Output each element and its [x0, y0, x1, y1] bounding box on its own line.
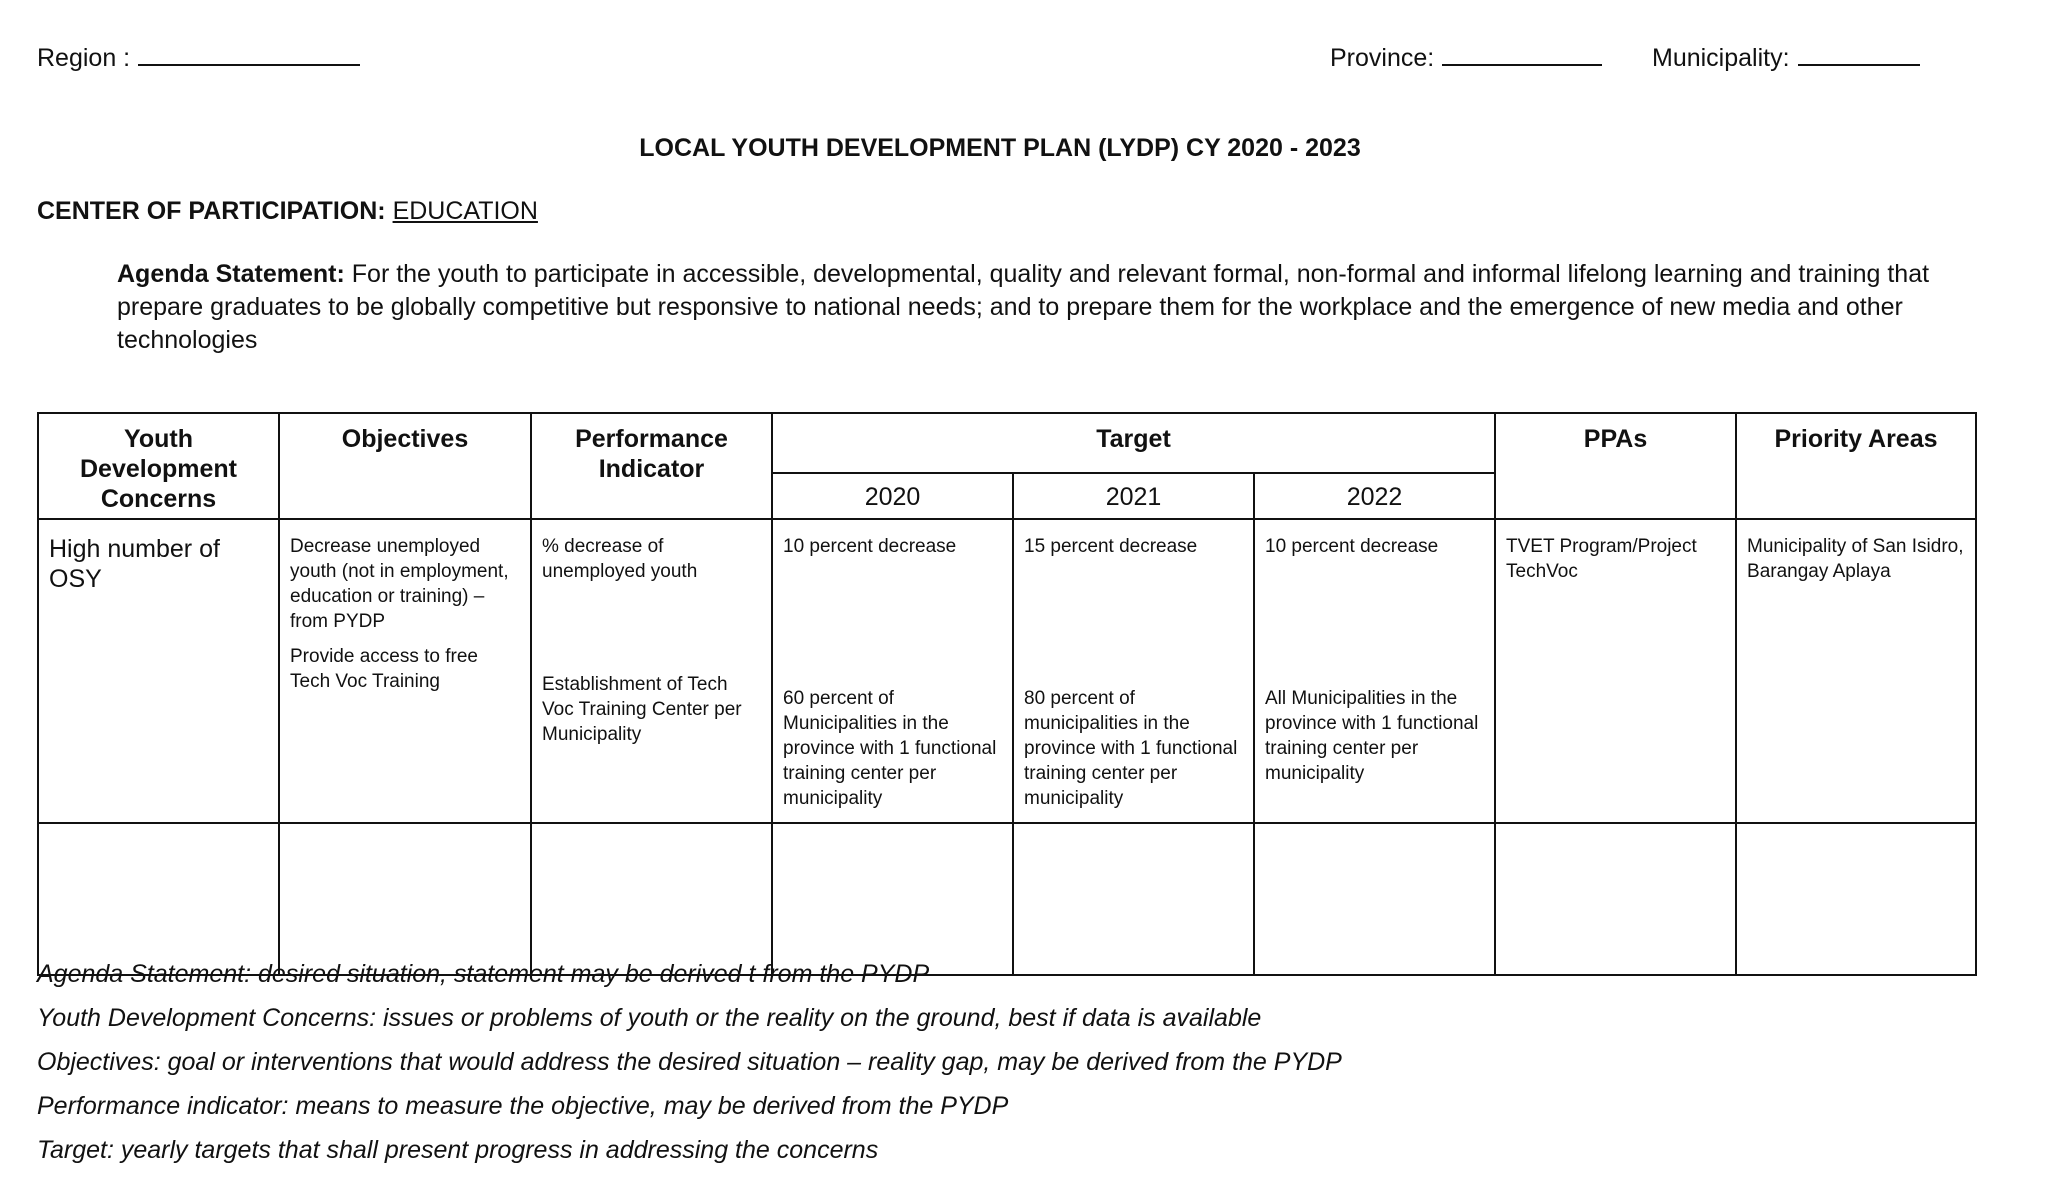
col-header-indicator: Performance Indicator [531, 413, 772, 519]
concern-text: High number of OSY [49, 535, 220, 593]
province-label: Province: [1330, 44, 1435, 72]
col-header-2020: 2020 [772, 473, 1013, 519]
region-label: Region : [37, 44, 131, 72]
center-of-participation [37, 197, 538, 226]
agenda-statement [117, 258, 1997, 357]
indicator-1: % decrease of unemployed youth [542, 536, 698, 582]
note-indicator: Performance indicator: means to measure the objective, may be derived from the PYDP [37, 1092, 1009, 1120]
note-target: Target: yearly targets that shall present progress in addressing the concerns [37, 1136, 879, 1164]
objective-1: Decrease unemployed youth (not in employment, education or training) – from PYDP [290, 536, 509, 632]
col-header-2022: 2022 [1254, 473, 1495, 519]
cell-indicator [531, 519, 772, 823]
region-field [37, 44, 360, 73]
empty-cell[interactable] [38, 823, 279, 975]
document-title: LOCAL YOUTH DEVELOPMENT PLAN (LYDP) CY 2020 - 2023 [639, 134, 1361, 162]
col-header-objectives: Objectives [279, 413, 531, 519]
municipality-field [1652, 44, 1920, 73]
agenda-label: Agenda Statement: [117, 260, 345, 288]
target-2020-2: 60 percent of Municipalities in the province with 1 functional training center per municipality [783, 688, 997, 809]
note-agenda: Agenda Statement: desired situation, statement may be derived t from the PYDP [37, 960, 930, 988]
cop-label: CENTER OF PARTICIPATION: [37, 197, 386, 225]
col-header-target: Target [772, 413, 1495, 473]
empty-cell[interactable] [1736, 823, 1976, 975]
col-header-2021: 2021 [1013, 473, 1254, 519]
target-2022-2: All Municipalities in the province with 1 functional training center per municipality [1265, 688, 1479, 784]
ppas-text: TVET Program/Project TechVoc [1506, 536, 1697, 582]
cell-target-2021 [1013, 519, 1254, 823]
table-row [38, 519, 1976, 823]
objective-2: Provide access to free Tech Voc Training [290, 646, 478, 692]
target-2022-1: 10 percent decrease [1265, 536, 1439, 557]
note-concerns: Youth Development Concerns: issues or problems of youth or the reality on the ground, best if data is available [37, 1004, 1262, 1032]
empty-cell[interactable] [772, 823, 1013, 975]
lydp-table [37, 412, 1977, 976]
agenda-text: For the youth to participate in accessible, developmental, quality and relevant formal, non-formal and informal lifelong learning and training that prepare graduates to be globally competitive but responsive to national needs; and to prepare them for the workplace and the emergence of new media and other technologies [117, 260, 1930, 354]
municipality-label: Municipality: [1652, 44, 1790, 72]
col-header-ppas: PPAs [1495, 413, 1736, 519]
empty-cell[interactable] [279, 823, 531, 975]
empty-cell[interactable] [1495, 823, 1736, 975]
target-2021-2: 80 percent of municipalities in the province with 1 functional training center per municipality [1024, 688, 1238, 809]
col-header-priority: Priority Areas [1736, 413, 1976, 519]
cell-objectives [279, 519, 531, 823]
region-blank[interactable] [138, 46, 360, 66]
cell-concern [38, 519, 279, 823]
province-field [1330, 44, 1602, 73]
target-2020-1: 10 percent decrease [783, 536, 957, 557]
empty-cell[interactable] [531, 823, 772, 975]
province-blank[interactable] [1442, 46, 1602, 66]
cell-target-2022 [1254, 519, 1495, 823]
municipality-blank[interactable] [1798, 46, 1920, 66]
cell-ppas [1495, 519, 1736, 823]
col-header-concerns: Youth Development Concerns [38, 413, 279, 519]
empty-cell[interactable] [1013, 823, 1254, 975]
header-row [38, 413, 1976, 473]
empty-cell[interactable] [1254, 823, 1495, 975]
footnotes [37, 958, 1342, 1178]
target-2021-1: 15 percent decrease [1024, 536, 1198, 557]
note-objectives: Objectives: goal or interventions that would address the desired situation – reality gap, may be derived from the PYDP [37, 1048, 1342, 1076]
empty-row [38, 823, 1976, 975]
cell-target-2020 [772, 519, 1013, 823]
cop-value: EDUCATION [392, 197, 538, 225]
priority-text: Municipality of San Isidro, Barangay Aplaya [1747, 536, 1964, 582]
cell-priority [1736, 519, 1976, 823]
indicator-2: Establishment of Tech Voc Training Center per Municipality [542, 674, 742, 745]
